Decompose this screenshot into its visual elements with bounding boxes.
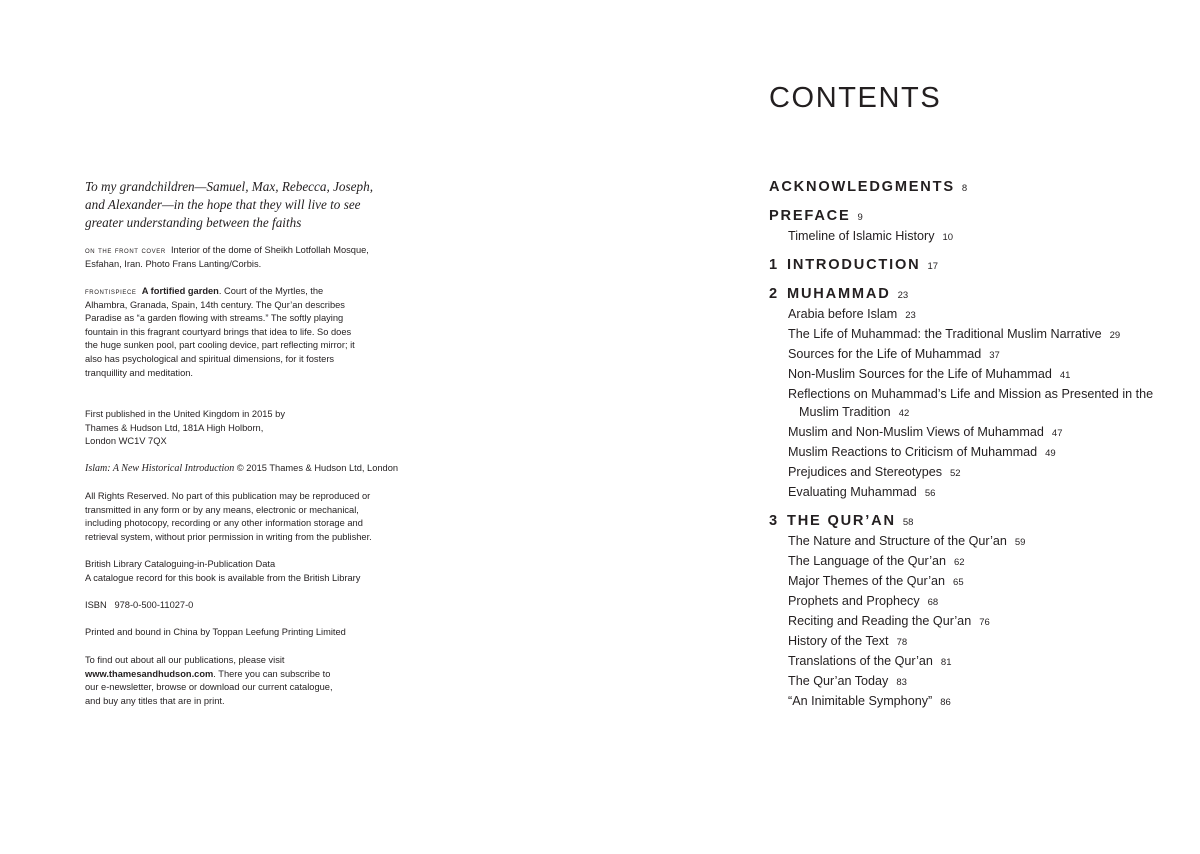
chapter-number: 2 <box>769 286 779 302</box>
publisher-website-note <box>85 654 345 708</box>
toc-section[interactable] <box>769 572 1189 592</box>
section-page-number: 52 <box>950 468 961 479</box>
toc-section[interactable] <box>769 227 1189 247</box>
section-page-number: 56 <box>924 488 936 499</box>
toc-spacer <box>769 198 1189 205</box>
toc-chapter <box>769 510 1189 712</box>
section-page-number: 47 <box>1051 428 1063 439</box>
section-title: History of the Text <box>788 634 889 648</box>
section-title: Reflections on Muhammad’s Life and Mission as Presented in the Muslim Tradition <box>788 387 1154 419</box>
toc-spacer <box>769 247 1189 254</box>
section-title: Non-Muslim Sources for the Life of Muhammad <box>788 367 1052 381</box>
book-title: Islam: A New Historical Introduction <box>85 463 235 474</box>
toc-chapter-heading[interactable] <box>769 205 1189 227</box>
dedication: To my grandchildren—Samuel, Max, Rebecca, Joseph, and Alexander—in the hope that they will live to see greater understanding between the faiths <box>85 179 373 230</box>
copyright-line <box>85 462 405 476</box>
section-title: The Language of the Qur’an <box>788 554 947 568</box>
section-page-number: 78 <box>896 637 908 648</box>
frontispiece-label: frontispiece <box>85 286 137 296</box>
toc-section[interactable] <box>769 692 1189 712</box>
section-title: Muslim and Non-Muslim Views of Muhammad <box>788 425 1044 439</box>
toc-section[interactable] <box>769 423 1189 443</box>
section-page-number: 29 <box>1109 330 1121 341</box>
section-page-number: 76 <box>979 617 990 628</box>
toc-section[interactable] <box>769 385 1189 423</box>
toc-section[interactable] <box>769 652 1189 672</box>
toc-chapter <box>769 283 1189 503</box>
toc-chapter-heading[interactable] <box>769 176 1189 198</box>
printer-info: Printed and bound in China by Toppan Leefung Printing Limited <box>85 627 346 637</box>
section-title: Arabia before Islam <box>788 307 898 321</box>
toc-section[interactable] <box>769 552 1189 572</box>
cip-line-2: A catalogue record for this book is available from the British Library <box>85 572 361 583</box>
frontispiece-title: A fortified garden <box>141 286 219 296</box>
toc-chapter-heading[interactable] <box>769 254 1189 276</box>
section-title: Sources for the Life of Muhammad <box>788 347 982 361</box>
chapter-page-number: 58 <box>902 517 914 528</box>
section-page-number: 62 <box>954 557 965 568</box>
chapter-title: PREFACE <box>769 208 851 224</box>
toc-section[interactable] <box>769 365 1189 385</box>
toc-spacer <box>769 276 1189 283</box>
cip-line-1: British Library Cataloguing-in-Publication Data <box>85 559 276 569</box>
section-title: Reciting and Reading the Qur’an <box>788 614 972 628</box>
section-title: The Life of Muhammad: the Traditional Muslim Narrative <box>788 327 1102 341</box>
chapter-title: INTRODUCTION <box>787 257 921 273</box>
section-title: Prejudices and Stereotypes <box>788 465 943 479</box>
toc-section[interactable] <box>769 305 1189 325</box>
chapter-page-number: 17 <box>927 261 939 272</box>
toc-spacer <box>769 503 1189 510</box>
findout-post: . There you can subscribe to our e-newsletter, browse or download our current catalogue, and buy any titles that are in print. <box>85 668 333 706</box>
section-page-number: 81 <box>940 657 952 668</box>
section-page-number: 59 <box>1014 537 1026 548</box>
toc-section[interactable] <box>769 612 1189 632</box>
section-page-number: 23 <box>905 310 916 321</box>
section-page-number: 49 <box>1045 448 1056 459</box>
chapter-title: MUHAMMAD <box>787 286 891 302</box>
isbn: ISBN 978-0-500-11027-0 <box>85 600 194 610</box>
section-page-number: 10 <box>942 232 954 243</box>
frontispiece-text: . Court of the Myrtles, the Alhambra, Granada, Spain, 14th century. The Qur’an describes Paradise as “a garden flowing with streams.” The softly playing fountain in this fragrant courtyard brings that idea to life. So does the huge sunken pool, part cooling device, part reflecting mirror; it also has psychological and spiritual dimensions, for it fosters tranquillity and meditation. <box>85 286 355 378</box>
section-title: Translations of the Qur’an <box>788 654 933 668</box>
chapter-page-number: 9 <box>857 212 863 223</box>
toc-section[interactable] <box>769 325 1189 345</box>
section-title: “An Inimitable Symphony” <box>788 694 933 708</box>
section-title: Prophets and Prophecy <box>788 594 920 608</box>
toc-chapter <box>769 176 1189 198</box>
front-cover-label: on the front cover <box>85 245 166 255</box>
cip-data <box>85 558 385 585</box>
publisher-url[interactable]: www.thamesandhudson.com <box>85 668 214 679</box>
rights-notice: All Rights Reserved. No part of this publication may be reproduced or transmitted in any form or by any means, electronic or mechanical, including photocopy, recording or any other information storage and retrieval system, without prior permission in writing from the publisher. <box>85 491 372 542</box>
chapter-page-number: 23 <box>897 290 909 301</box>
section-page-number: 68 <box>927 597 939 608</box>
section-page-number: 83 <box>896 677 907 688</box>
chapter-title: THE QUR’AN <box>787 513 896 529</box>
toc-section[interactable] <box>769 532 1189 552</box>
section-page-number: 41 <box>1059 370 1071 381</box>
section-title: The Nature and Structure of the Qur’an <box>788 534 1007 548</box>
findout-pre: To find out about all our publications, please visit <box>85 655 285 665</box>
section-title: Major Themes of the Qur’an <box>788 574 946 588</box>
section-title: Muslim Reactions to Criticism of Muhammad <box>788 445 1038 459</box>
toc-chapter-heading[interactable] <box>769 283 1189 305</box>
section-page-number: 37 <box>989 350 1000 361</box>
section-page-number: 42 <box>898 408 910 419</box>
contents-title: CONTENTS <box>769 82 942 114</box>
toc-section[interactable] <box>769 632 1189 652</box>
toc-section[interactable] <box>769 592 1189 612</box>
publication-info: First published in the United Kingdom in 2015 by Thames & Hudson Ltd, 181A High Holborn, London WC1V 7QX <box>85 409 286 447</box>
section-title: Evaluating Muhammad <box>788 485 917 499</box>
section-title: The Qur’an Today <box>788 674 889 688</box>
toc-section[interactable] <box>769 345 1189 365</box>
toc-section[interactable] <box>769 483 1189 503</box>
toc-chapter-heading[interactable] <box>769 510 1189 532</box>
chapter-title: ACKNOWLEDGMENTS <box>769 179 955 195</box>
section-page-number: 65 <box>953 577 964 588</box>
chapter-page-number: 8 <box>961 183 968 194</box>
section-title: Timeline of Islamic History <box>788 229 935 243</box>
front-cover-text: Interior of the dome of Sheikh Lotfollah Mosque, Esfahan, Iran. Photo Frans Lanting/Corbis. <box>85 245 369 269</box>
copyright-text: © 2015 Thames & Hudson Ltd, London <box>234 463 399 473</box>
toc-section[interactable] <box>769 463 1189 483</box>
chapter-number: 3 <box>769 513 779 529</box>
table-of-contents <box>769 176 1189 719</box>
toc-section[interactable] <box>769 443 1189 463</box>
chapter-number: 1 <box>769 257 779 273</box>
toc-chapter <box>769 254 1189 276</box>
right-page <box>600 0 1200 854</box>
frontispiece-caption <box>85 285 355 380</box>
section-page-number: 86 <box>940 697 951 708</box>
front-cover-credit <box>85 244 385 271</box>
toc-chapter <box>769 205 1189 247</box>
toc-section[interactable] <box>769 672 1189 692</box>
toc-spacer <box>769 712 1189 719</box>
